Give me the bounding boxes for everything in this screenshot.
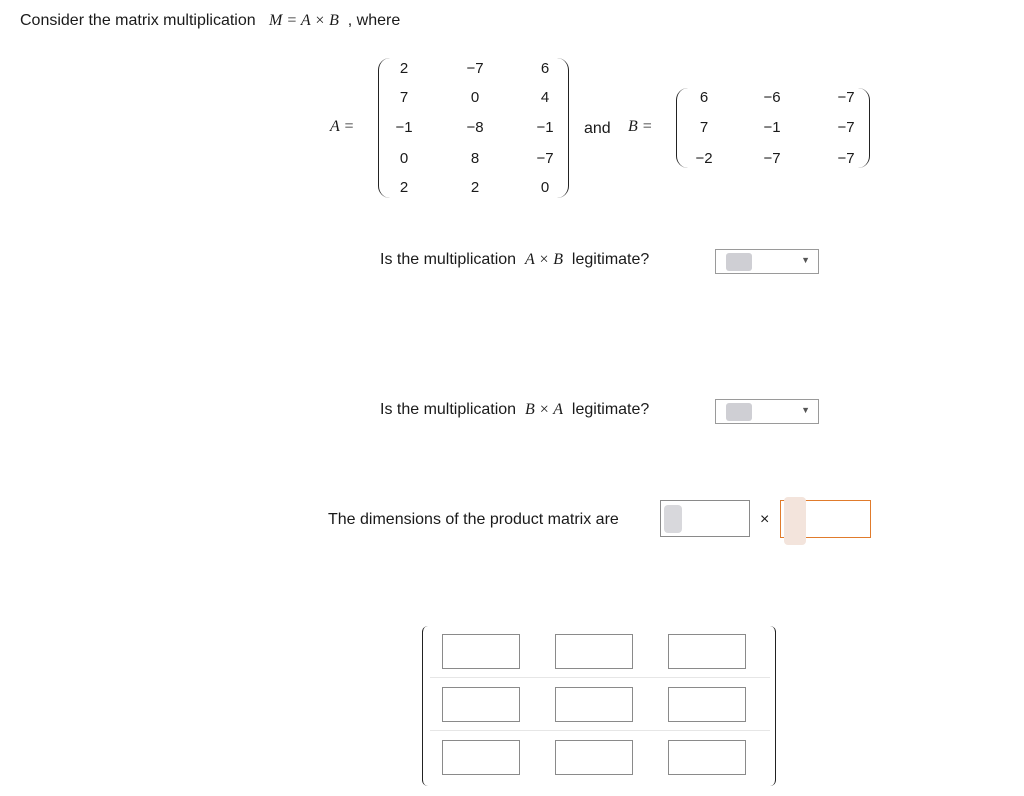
q2-suffix: legitimate? bbox=[571, 401, 650, 418]
product-cell-input[interactable] bbox=[555, 687, 633, 722]
columns-input-placeholder bbox=[784, 497, 806, 545]
q1-expr: A × B bbox=[524, 251, 564, 268]
matrix-b-label: B = bbox=[628, 118, 653, 135]
product-row-divider bbox=[430, 677, 770, 678]
intro-line bbox=[20, 12, 400, 30]
product-cell-input[interactable] bbox=[668, 634, 746, 669]
product-cell-input[interactable] bbox=[442, 634, 520, 669]
matrix-a-cell: 7 bbox=[399, 89, 409, 106]
q1-suffix: legitimate? bbox=[571, 251, 650, 268]
matrix-b-cell: −7 bbox=[837, 89, 855, 106]
q2-answer-dropdown[interactable] bbox=[715, 399, 819, 424]
q1-prefix: Is the multiplication bbox=[380, 251, 517, 268]
matrix-a-cell: 6 bbox=[540, 60, 550, 77]
q2-expr: B × A bbox=[524, 401, 564, 418]
product-left-bracket bbox=[422, 626, 436, 786]
product-cell-input[interactable] bbox=[442, 740, 520, 775]
question-a-times-b bbox=[380, 251, 649, 269]
product-right-bracket bbox=[762, 626, 776, 786]
chevron-down-icon: ▼ bbox=[801, 255, 810, 265]
matrix-a-cell: 0 bbox=[470, 89, 480, 106]
intro-equation: M = A × B bbox=[269, 12, 339, 29]
matrix-a-cell: −7 bbox=[466, 60, 484, 77]
q1-answer-dropdown[interactable] bbox=[715, 249, 819, 274]
matrix-a-cell: 8 bbox=[470, 150, 480, 167]
matrix-b-cell: −6 bbox=[763, 89, 781, 106]
question-b-times-a bbox=[380, 401, 649, 419]
matrix-a-label: A = bbox=[330, 118, 355, 135]
q2-dropdown-placeholder bbox=[726, 403, 752, 421]
matrix-b-cell: −7 bbox=[763, 150, 781, 167]
matrix-a-cell: −1 bbox=[536, 119, 554, 136]
q1-dropdown-placeholder bbox=[726, 253, 752, 271]
rows-input-placeholder bbox=[664, 505, 682, 533]
matrix-b-cell: −1 bbox=[763, 119, 781, 136]
matrix-b-cell: 7 bbox=[699, 119, 709, 136]
matrix-a-cell: 2 bbox=[399, 60, 409, 77]
product-cell-input[interactable] bbox=[442, 687, 520, 722]
matrix-a-cell: 2 bbox=[399, 179, 409, 196]
product-cell-input[interactable] bbox=[668, 740, 746, 775]
product-cell-input[interactable] bbox=[555, 740, 633, 775]
matrix-b-cell: −7 bbox=[837, 150, 855, 167]
product-row-divider bbox=[430, 730, 770, 731]
matrix-a-cell: 0 bbox=[399, 150, 409, 167]
matrix-b-cell: −7 bbox=[837, 119, 855, 136]
times-symbol: × bbox=[760, 511, 770, 528]
matrix-a-cell: 2 bbox=[470, 179, 480, 196]
matrix-a-cell: 4 bbox=[540, 89, 550, 106]
intro-text: Consider the matrix multiplication bbox=[20, 12, 256, 29]
matrix-a-cell: −7 bbox=[536, 150, 554, 167]
matrix-b-cell: 6 bbox=[699, 89, 709, 106]
and-text: and bbox=[584, 120, 611, 137]
chevron-down-icon: ▼ bbox=[801, 405, 810, 415]
intro-suffix: , where bbox=[347, 12, 401, 29]
matrix-a-cell: −1 bbox=[395, 119, 413, 136]
matrix-b-cell: −2 bbox=[695, 150, 713, 167]
q2-prefix: Is the multiplication bbox=[380, 401, 517, 418]
matrix-a-cell: −8 bbox=[466, 119, 484, 136]
dimensions-label: The dimensions of the product matrix are bbox=[328, 511, 619, 528]
product-cell-input[interactable] bbox=[668, 687, 746, 722]
product-cell-input[interactable] bbox=[555, 634, 633, 669]
matrix-a-cell: 0 bbox=[540, 179, 550, 196]
